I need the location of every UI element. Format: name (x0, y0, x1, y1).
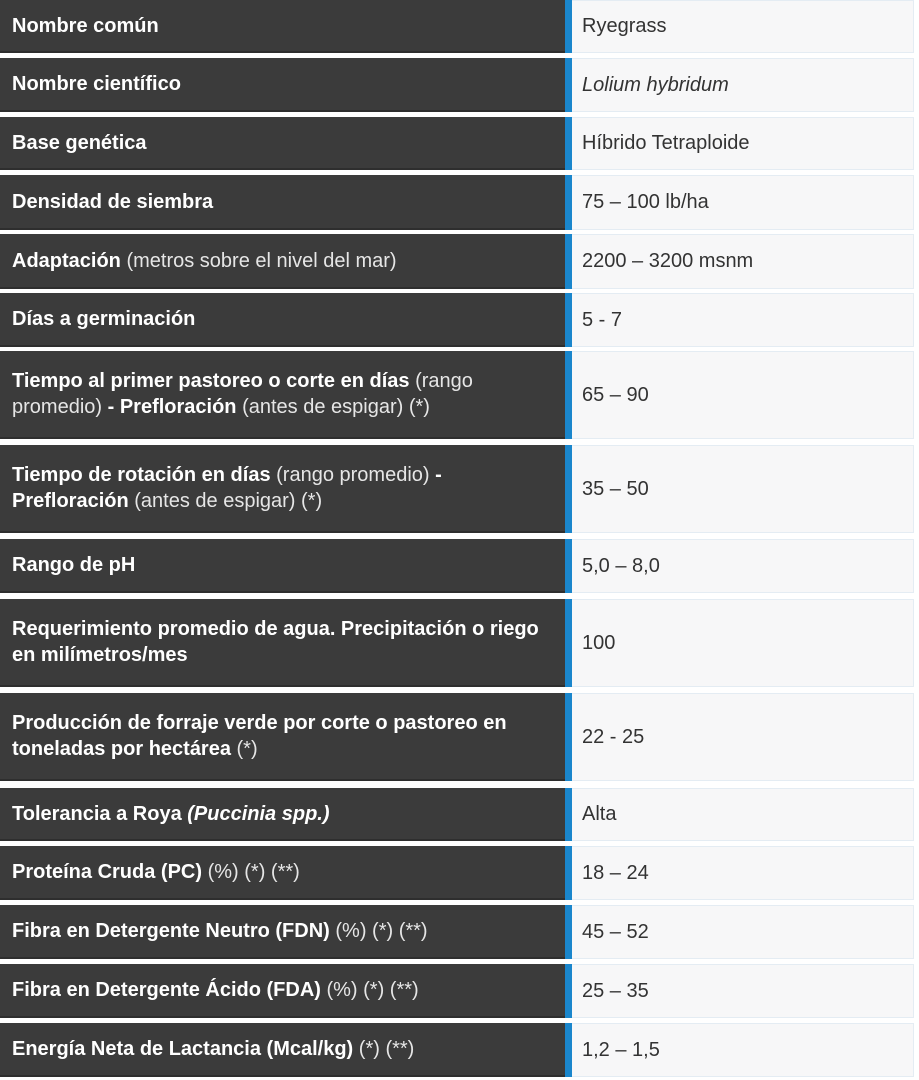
row-label-segment: Base genética (12, 131, 147, 154)
table-row (0, 693, 914, 781)
table-row (0, 293, 914, 347)
row-value-text: 5,0 – 8,0 (582, 554, 660, 577)
row-label (0, 693, 565, 781)
row-value (572, 846, 914, 900)
row-label-segment: Tolerancia a Roya (12, 802, 188, 825)
accent-stripe (565, 445, 572, 533)
row-label-segment: (%) (*) (**) (320, 979, 419, 1001)
table-row (0, 539, 914, 593)
row-label (0, 175, 565, 230)
table-row (0, 117, 914, 170)
row-label-segment: Fibra en Detergente Neutro (FDN) (12, 920, 330, 942)
table-row (0, 905, 914, 959)
row-label (0, 445, 565, 533)
row-value-text: Alta (582, 803, 617, 825)
row-value (572, 117, 914, 170)
row-label (0, 788, 565, 841)
row-label (0, 539, 565, 593)
table-row (0, 964, 914, 1018)
row-value-text: 5 - 7 (582, 308, 623, 331)
row-label-segment: Tiempo de rotación en días (12, 464, 271, 486)
accent-stripe (565, 599, 572, 687)
row-label-segment: Nombre científico (12, 73, 181, 95)
row-label-segment: - Prefloración (12, 464, 442, 512)
row-value (572, 58, 914, 112)
row-value (572, 293, 914, 347)
row-label-segment: (rango promedio) (12, 370, 473, 418)
row-label-segment: (*) (230, 738, 258, 760)
row-label (0, 905, 565, 959)
row-label-segment: Días a germinación (12, 308, 196, 330)
row-value-text: 65 – 90 (582, 383, 649, 406)
row-value (572, 175, 914, 230)
accent-stripe (565, 293, 572, 347)
row-value (572, 351, 914, 439)
row-label-segment: (rango promedio) (270, 464, 436, 486)
row-value-text: 35 – 50 (582, 477, 649, 500)
row-value (572, 905, 914, 959)
row-label (0, 1023, 565, 1077)
accent-stripe (565, 175, 572, 230)
accent-stripe (565, 0, 572, 53)
table-row (0, 175, 914, 230)
row-value-text: 1,2 – 1,5 (582, 1038, 660, 1061)
row-label-segment: (*) (**) (353, 1038, 415, 1060)
row-label-segment: (%) (*) (**) (202, 861, 300, 883)
row-label-segment: Requerimiento promedio de agua. Precipitación o riego en milímetros/mes (12, 618, 539, 666)
table-row (0, 0, 914, 53)
row-label-segment: (antes de espigar) (*) (128, 490, 323, 512)
row-label-segment: (%) (*) (**) (329, 920, 428, 942)
row-value-text: Híbrido Tetraploide (582, 132, 750, 154)
row-label (0, 234, 565, 289)
row-value-text: 100 (582, 631, 616, 654)
accent-stripe (565, 1023, 572, 1077)
row-label-segment: (antes de espigar) (*) (236, 396, 430, 418)
accent-stripe (565, 788, 572, 841)
accent-stripe (565, 351, 572, 439)
accent-stripe (565, 539, 572, 593)
row-value-text: 2200 – 3200 msnm (582, 250, 754, 272)
row-value (572, 1023, 914, 1077)
row-value-text: Lolium hybridum (582, 73, 729, 96)
row-value (572, 234, 914, 289)
accent-stripe (565, 964, 572, 1018)
accent-stripe (565, 905, 572, 959)
row-value-text: Ryegrass (582, 15, 667, 37)
row-label-segment: Fibra en Detergente Ácido (FDA) (12, 979, 321, 1001)
table-row (0, 846, 914, 900)
row-label (0, 293, 565, 347)
row-value (572, 445, 914, 533)
table-row (0, 351, 914, 439)
row-label-segment: Nombre común (12, 14, 159, 37)
row-label (0, 964, 565, 1018)
row-label (0, 117, 565, 170)
table-row (0, 1023, 914, 1077)
row-label-segment: Adaptación (12, 249, 121, 272)
row-label-segment: (metros sobre el nivel del mar) (120, 249, 397, 272)
accent-stripe (565, 117, 572, 170)
row-value-text: 18 – 24 (582, 861, 649, 884)
accent-stripe (565, 693, 572, 781)
table-row (0, 788, 914, 841)
table-row (0, 58, 914, 112)
row-label (0, 58, 565, 112)
table-row (0, 599, 914, 687)
row-label-segment: Proteína Cruda (PC) (12, 861, 203, 883)
row-value (572, 788, 914, 841)
row-value-text: 45 – 52 (582, 920, 649, 943)
row-value-text: 22 - 25 (582, 725, 645, 748)
row-label-segment: (Puccinia spp.) (187, 802, 330, 825)
row-value-text: 25 – 35 (582, 979, 649, 1002)
row-value-text: 75 – 100 lb/ha (582, 191, 709, 213)
row-value (572, 693, 914, 781)
row-value (572, 599, 914, 687)
row-label (0, 351, 565, 439)
table-row (0, 445, 914, 533)
row-label-segment: - Prefloración (107, 396, 237, 418)
row-label-segment: Rango de pH (12, 554, 136, 576)
row-label-segment: Energía Neta de Lactancia (Mcal/kg) (12, 1038, 354, 1060)
row-value (572, 964, 914, 1018)
row-value (572, 0, 914, 53)
row-value (572, 539, 914, 593)
row-label-segment: Tiempo al primer pastoreo o corte en días (12, 370, 410, 392)
row-label (0, 0, 565, 53)
accent-stripe (565, 58, 572, 112)
table-row (0, 234, 914, 289)
row-label-segment: Producción de forraje verde por corte o pastoreo en toneladas por hectárea (12, 712, 507, 760)
accent-stripe (565, 234, 572, 289)
row-label (0, 846, 565, 900)
row-label (0, 599, 565, 687)
row-label-segment: Densidad de siembra (12, 190, 214, 213)
accent-stripe (565, 846, 572, 900)
